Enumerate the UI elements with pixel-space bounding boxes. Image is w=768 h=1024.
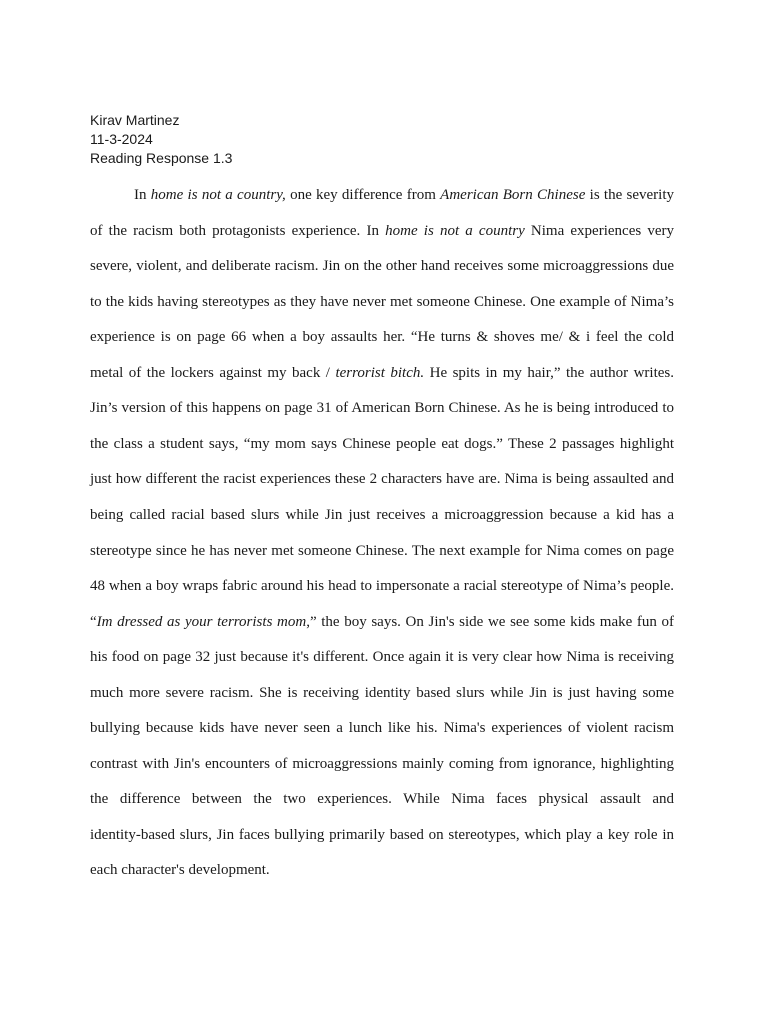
essay-text: each character's development.: [90, 862, 270, 879]
essay-line: [90, 647, 674, 667]
essay-line: [90, 221, 674, 241]
essay-line: [90, 683, 674, 703]
essay-line: [90, 612, 674, 632]
italic-title-text: home is not a country: [385, 222, 525, 239]
essay-text: the class a student says, “my mom says Chinese people eat dogs.” These 2 passages highlight: [90, 435, 674, 452]
essay-text: ,” the boy says. On Jin's side we see some kids make fun of: [306, 613, 675, 630]
essay-text: metal of the lockers against my back /: [90, 364, 336, 381]
essay-text: severe, violent, and deliberate racism. Jin on the other hand receives some microaggressions due: [90, 258, 674, 275]
essay-text: much more severe racism. She is receiving identity based slurs while Jin is just having some: [90, 684, 674, 701]
essay-text: the difference between the two experiences. While Nima faces physical assault and: [90, 791, 674, 808]
essay-text: identity-based slurs, Jin faces bullying primarily based on stereotypes, which play a key role in: [90, 826, 674, 843]
essay-text: In: [134, 187, 151, 203]
essay-text: one key difference from: [285, 187, 441, 203]
essay-text: Nima experiences very: [524, 222, 674, 239]
essay-line: [90, 825, 674, 845]
essay-line: [90, 256, 674, 276]
essay-text: contrast with Jin's encounters of microaggressions mainly coming from ignorance, highlighting: [90, 755, 674, 772]
essay-text: He spits in my hair,” the author writes.: [424, 364, 675, 381]
essay-text: Jin’s version of this happens on page 31 of American Born Chinese. As he is being introduced to: [90, 400, 674, 417]
essay-text: experience is on page 66 when a boy assaults her. “He turns & shoves me/ & i feel the cold: [90, 329, 674, 346]
essay-line: [90, 505, 674, 525]
essay-line: [90, 576, 674, 596]
essay-line: [90, 363, 674, 383]
italic-title-text: home is not a country,: [150, 187, 286, 203]
essay-text: to the kids having stereotypes as they have never met someone Chinese. One example of Nima’s: [90, 293, 674, 310]
essay-line: [90, 860, 674, 880]
italic-title-text: American Born Chinese: [440, 187, 586, 203]
essay-text: bullying because kids have never seen a lunch like his. Nima's experiences of violent racism: [90, 720, 674, 737]
essay-text: is the severity: [585, 187, 675, 203]
essay-text: stereotype since he has never met someone Chinese. The next example for Nima comes on page: [90, 542, 674, 559]
essay-text: just how different the racist experiences these 2 characters have are. Nima is being assaulted and: [90, 471, 674, 488]
essay-text: being called racial based slurs while Jin just receives a microaggression because a kid has a: [90, 506, 674, 523]
date: 11-3-2024: [90, 131, 153, 147]
essay-line: [134, 185, 674, 205]
assignment-title: Reading Response 1.3: [90, 150, 233, 166]
essay-line: [90, 754, 674, 774]
essay-line: [90, 434, 674, 454]
essay-text: of the racism both protagonists experience. In: [90, 222, 386, 239]
essay-line: [90, 469, 674, 489]
essay-text: “: [90, 613, 97, 630]
essay-text: 48 when a boy wraps fabric around his head to impersonate a racial stereotype of Nima’s people.: [90, 578, 674, 595]
essay-text: his food on page 32 just because it's different. Once again it is very clear how Nima is receiving: [90, 649, 674, 666]
essay-line: [90, 292, 674, 312]
essay-line: [90, 541, 674, 561]
italic-title-text: terrorist bitch.: [335, 364, 425, 381]
essay-line: [90, 718, 674, 738]
essay-line: [90, 789, 674, 809]
essay-line: [90, 327, 674, 347]
author-name: Kirav Martinez: [90, 112, 180, 128]
essay-line: [90, 398, 674, 418]
italic-title-text: Im dressed as your terrorists mom: [96, 613, 307, 630]
